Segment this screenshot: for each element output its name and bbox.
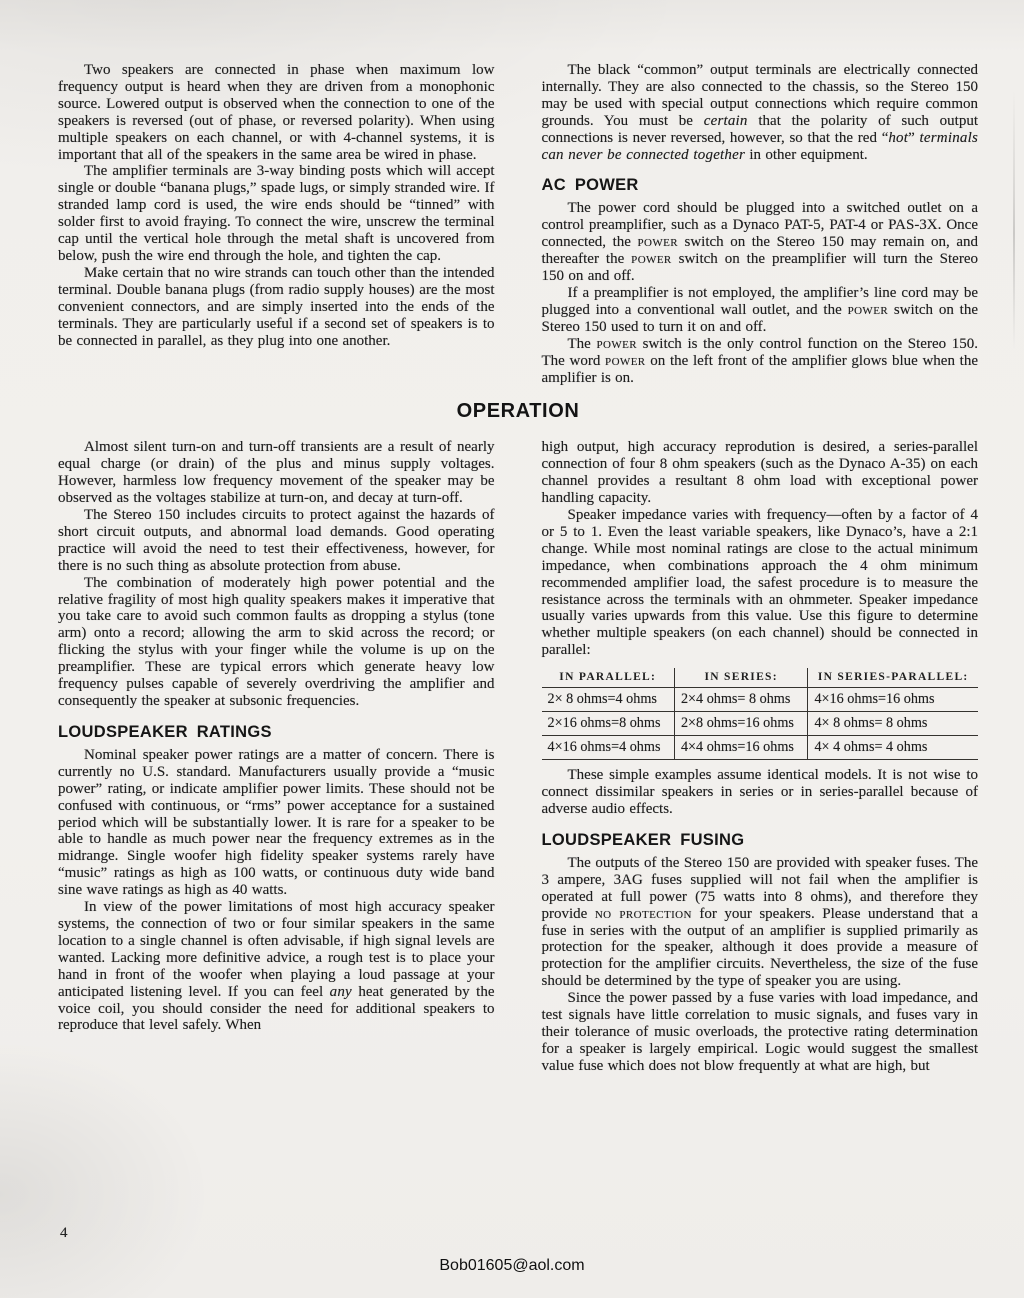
- paragraph: The amplifier terminals are 3-way binding posts which will accept single or double “banana plugs,” spade lugs, or simply stranded wire. If stranded lamp cord is used, the wire ends should be “tinned” with solder first to avoid fraying. To connect the wire, unscrew the terminal cap until the vertical hole through the metal shaft is uncovered from below, push the wire end through the hole, and tighten the cap.: [58, 163, 495, 264]
- loudspeaker-ratings-heading: LOUDSPEAKER RATINGS: [58, 722, 272, 741]
- table-cell: 4×16 ohms=4 ohms: [542, 736, 675, 760]
- paragraph: Almost silent turn-on and turn-off transients are a result of nearly equal charge (or drain) of the plus and minus supply voltages. However, harmless low frequency movement of the speaker may be observed as the voltages stabilize at turn-on, and decay at turn-off.: [58, 439, 495, 507]
- paragraph: Since the power passed by a fuse varies with load impedance, and test signals have little correlation to music signals, and fuses vary in their tolerance of music overloads, the protective rating determination for a speaker is largely empirical. Logic would suggest the smallest value fuse which does not blow frequently at what are high, but: [541, 990, 978, 1074]
- table-header-cell: IN SERIES:: [674, 668, 807, 688]
- table-cell: 2×8 ohms=16 ohms: [674, 712, 807, 736]
- paragraph: In view of the power limitations of most high accuracy speaker systems, the connection of two or four similar speakers in the same location to a single channel is often advisable, if high signal levels are wanted. Lacking more definitive advice, a rough test is to place your hand in front of the woofer when playing a loud passage at your anticipated listening level. If you can feel any heat generated by the voice coil, you should consider the need for additional speakers to reproduce that level safely. When: [58, 899, 495, 1034]
- impedance-table: [542, 668, 979, 760]
- paragraph-continuation: high output, high accuracy reprodution is desired, a series-parallel connection of four 8 ohm speakers (such as the Dynaco A-35) on each channel provides a resultant 8 ohm load with exceptional power handling capacity.: [541, 439, 978, 507]
- table-cell: 2×4 ohms= 8 ohms: [674, 688, 807, 712]
- paragraph: The black “common” output terminals are electrically connected internally. They are also connected to the chassis, so the Stereo 150 may be used with special output connections which require common grounds. You must be certain that the polarity of such output connections is never reversed, however, so that the red “hot” terminals can never be connected together in other equipment.: [541, 62, 978, 163]
- table-row: [542, 736, 979, 760]
- table-cell: 2×16 ohms=8 ohms: [542, 712, 675, 736]
- watermark-email: Bob01605@aol.com: [439, 1257, 585, 1274]
- paragraph: Speaker impedance varies with frequency—often by a factor of 4 or 5 to 1. Even the least variable speakers, like Dynaco’s, have a 2:1 change. While most nominal ratings are close to the actual minimum impedance, when combinations approach the 4 ohm minimum recommended amplifier load, the safest procedure is to measure the resistance across the terminals with an ohmmeter. Speaker impedance usually varies upwards from this value. Use this figure to determine whether multiple speakers (on each channel) should be connected in parallel:: [541, 507, 978, 659]
- table-cell: 4×16 ohms=16 ohms: [808, 688, 978, 712]
- table-row: [542, 688, 979, 712]
- table-cell: 4×4 ohms=16 ohms: [674, 736, 807, 760]
- page-number: 4: [60, 1225, 68, 1241]
- operation-section-title: OPERATION: [456, 400, 580, 423]
- top-right-column: [542, 62, 979, 386]
- table-header-cell: IN SERIES-PARALLEL:: [808, 668, 978, 688]
- operation-right-column: [542, 439, 979, 1074]
- table-cell: 2× 8 ohms=4 ohms: [542, 688, 675, 712]
- paragraph: The Stereo 150 includes circuits to protect against the hazards of short circuit outputs, and abnormal load demands. Good operating practice will avoid the need to test their effectiveness, however, for there is no such thing as absolute protection from abuse.: [58, 507, 495, 574]
- loudspeaker-fusing-heading: LOUDSPEAKER FUSING: [541, 830, 745, 849]
- impedance-table-header-row: [542, 668, 979, 688]
- scan-crease-artifact: [1013, 90, 1015, 350]
- table-header-cell: IN PARALLEL:: [542, 668, 675, 688]
- paragraph: The power cord should be plugged into a switched outlet on a control preamplifier, such as a Dynaco PAT-5, PAT-4 or PAS-3X. Once connected, the power switch on the Stereo 150 may remain on, and thereafter the power switch on the preamplifier will turn the Stereo 150 on and off.: [541, 200, 978, 285]
- paragraph: The outputs of the Stereo 150 are provided with speaker fuses. The 3 ampere, 3AG fuses supplied will not fail when the amplifier is operated at full power (75 watts into 8 ohms), and therefore they provide no protection for your speakers. Please understand that a fuse in series with the output of an amplifier is supplied primarily as protection for the speaker, although it does provide a measure of protection for the amplifier circuits. Nevertheless, the size of the fuse should be determined by the type of speaker you are using.: [541, 854, 978, 990]
- top-left-column: [58, 62, 495, 386]
- ac-power-heading: AC POWER: [541, 176, 639, 195]
- paragraph: The power switch is the only control function on the Stereo 150. The word power on the left front of the amplifier glows blue when the amplifier is on.: [541, 335, 979, 386]
- table-cell: 4× 8 ohms= 8 ohms: [808, 712, 978, 736]
- paragraph: Two speakers are connected in phase when maximum low frequency output is heard when they are driven from a monophonic source. Lowered output is observed when the connection to one of the speakers is reversed (out of phase, or reversed polarity). When using multiple speakers on each channel, or with 4-channel systems, it is important that all of the speakers in the same area be wired in phase.: [58, 62, 495, 163]
- paragraph: The combination of moderately high power potential and the relative fragility of most high quality speakers makes it imperative that you take care to avoid such common faults as dropping a stylus (tone arm) onto a record; allowing the arm to skid across the record; or flicking the stylus with your finger while the volume is up on the preamplifier. These are typical errors which generate heavy low frequency pulses capable of severely overdriving the amplifier and consequently the speaker at subsonic frequencies.: [58, 574, 495, 709]
- paragraph: Make certain that no wire strands can touch other than the intended terminal. Double banana plugs (from radio supply houses) are the most convenient connectors, and are simply inserted into the ends of the terminals. They are particularly useful if a second set of speakers is to be connected in parallel, as they plug into one another.: [58, 264, 495, 349]
- table-row: [542, 712, 979, 736]
- page-content: [58, 62, 978, 1075]
- table-cell: 4× 4 ohms= 4 ohms: [808, 736, 978, 760]
- paragraph: These simple examples assume identical models. It is not wise to connect dissimilar speakers in series or in series-parallel because of adverse audio effects.: [541, 767, 978, 817]
- paragraph: If a preamplifier is not employed, the amplifier’s line cord may be plugged into a conventional wall outlet, and the power switch on the Stereo 150 used to turn it on and off.: [541, 284, 979, 335]
- paragraph: Nominal speaker power ratings are a matter of concern. There is currently no U.S. standard. Manufacturers usually provide a “music power” rating, or indicate amplifier power limits. These should not be confused with continuous, or “rms” power acceptance for a sustained period which will be substantially lower. It is rare for a speaker to be able to handle as much power near the frequency extremes as in the midrange. Single woofer high fidelity speaker systems rarely have “music” ratings as high as 100 watts, or continuous duty wide band sine wave ratings as high as 40 watts.: [58, 746, 495, 899]
- operation-left-column: [58, 439, 495, 1074]
